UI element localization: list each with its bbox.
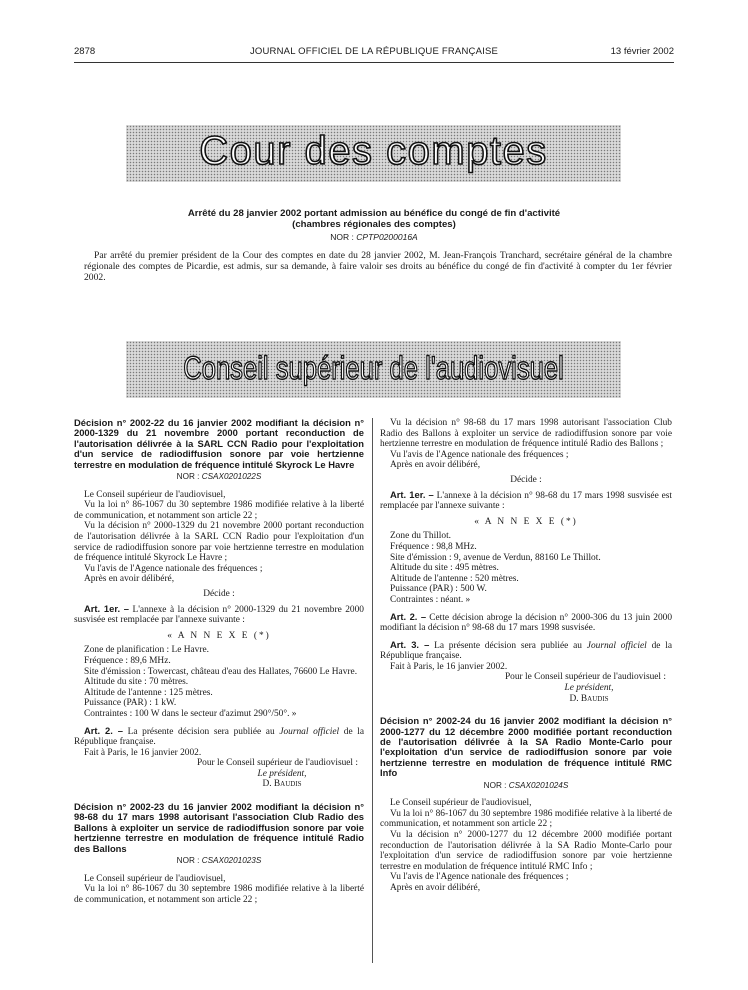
journal-officiel-ref: Journal officiel [279,726,340,737]
decision-22-nor [74,472,364,483]
arrete-title [110,208,638,230]
annexe-heading: « A N N E X E (*) [474,516,578,527]
nor-code: CSAX0201022S [201,472,262,482]
paragraph: Après en avoir délibéré, [84,574,175,585]
annexe-line: Puissance (PAR) : 1 kW. [84,698,177,709]
article-label: Art. 2. – [390,610,427,622]
paragraph: Vu la décision n° 2000-1329 du 21 novembre 2000 portant reconduction de l'autorisation délivrée à la SARL CCN Radio pour l'exploitation d'un service de radiodiffusion sonore par voie hertzienne terrestre en modulation de fréquence intitulé Skyrock Le Havre ; [74,521,364,564]
page-number: 2878 [74,46,96,57]
annexe-heading: « A N N E X E (*) [167,630,271,641]
nor-label: NOR : [176,472,200,482]
article-2 [74,726,364,748]
article-text: de la République française. [380,640,672,662]
article-text: La présente décision sera publiée au [434,640,582,651]
signature-name: D. Baudis [262,779,302,790]
arrete-title-line1: Arrêté du 28 janvier 2002 portant admission au bénéfice du congé de fin d'activité [187,208,561,219]
arrete-body: Par arrêté du premier président de la Cour des comptes en date du 28 janvier 2002, M. Jean-François Tranchard, secrétaire général de la chambre régionale des comptes de Picardie, est admis, sur sa demande, à faire valoir ses droits au bénéfice du congé de fin d'activité à compter du 1er février 2002. [84,250,672,283]
section-banner-cour-des-comptes [126,125,621,182]
fait-line: Fait à Paris, le 16 janvier 2002. [84,747,202,758]
annexe-line: Site d'émission : 9, avenue de Verdun, 88160 Le Thillot. [390,552,601,563]
annexe-line: Zone de planification : Le Havre. [84,645,209,656]
paragraph: Le Conseil supérieur de l'audiovisuel, [84,873,226,884]
article-1 [380,490,672,512]
fait-line: Fait à Paris, le 16 janvier 2002. [390,661,508,672]
signature [74,769,364,790]
decision-24-nor [380,781,672,792]
annexe-line: Altitude de l'antenne : 125 mètres. [84,687,213,698]
nor-label: NOR : [330,232,354,242]
annexe-line: Site d'émission : Towercast, château d'eau des Hallates, 76600 Le Havre. [84,666,358,677]
article-3 [380,640,672,662]
paragraph: Vu la décision n° 98-68 du 17 mars 1998 autorisant l'association Club Radio des Ballons à exploiter un service de radiodiffusion sonore par voie hertzienne terrestre en modulation de fréquence intitulé Radio des Ballons ; [380,418,672,450]
annexe-line: Altitude de l'antenne : 520 mètres. [390,573,519,584]
page-header [74,46,674,60]
header-rule [74,62,674,63]
article-label: Art. 2. – [84,724,123,736]
nor-code: CSAX0201023S [201,856,262,866]
signature-name: D. Baudis [569,693,609,704]
nor-code: CPTP0200016A [356,232,418,242]
paragraph: Le Conseil supérieur de l'audiovisuel, [84,489,226,500]
signature-intro: Pour le Conseil supérieur de l'audiovisuel : [504,672,666,683]
signature-role: Le président, [257,768,307,779]
decide-heading: Décide : [510,474,542,485]
issue-date: 13 février 2002 [610,46,674,57]
nor-label: NOR : [176,856,200,866]
signature-intro: Pour le Conseil supérieur de l'audiovisuel : [196,758,358,769]
paragraph: Vu la loi n° 86-1067 du 30 septembre 1986 modifiée relative à la liberté de communication, et notamment son article 22 ; [74,500,364,521]
nor-code: CSAX0201024S [508,780,569,790]
article-text: de la République française. [74,726,365,748]
article-text: La présente décision sera publiée au [127,726,275,737]
article-label: Art. 1er. – [390,488,434,500]
article-text: L'annexe à la décision n° 2000-1329 du 21 novembre 2000 susvisée est remplacée par l'annexe suivante : [74,604,364,626]
section-title-cour-des-comptes: Cour des comptes [199,129,548,173]
article-2 [380,612,672,634]
paragraph: Vu la décision n° 2000-1277 du 12 décembre 2000 modifiée portant reconduction de l'autorisation délivrée à la SA Radio Monte-Carlo pour l'exploitation d'un service de radiodiffusion sonore par voie hertzienne terrestre en modulation de fréquence intitulé RMC Info ; [380,830,672,872]
right-column [380,418,672,894]
paragraph: Vu l'avis de l'Agence nationale des fréquences ; [390,872,569,883]
article-text: Cette décision abroge la décision n° 2000-306 du 13 juin 2000 modifiant la décision n° 98-68 du 17 mars 1998 susvisée. [380,612,673,634]
annexe-line: Fréquence : 98,8 MHz. [390,541,477,552]
paragraph: Le Conseil supérieur de l'audiovisuel, [390,798,532,809]
article-label: Art. 1er. – [84,602,130,614]
decision-23-title: Décision n° 2002-23 du 16 janvier 2002 modifiant la décision n° 98-68 du 17 mars 1998 autorisant l'association Club Radio des Ballons à exploiter un service de radiodiffusion sonore par voie hertzienne terrestre en modulation de fréquence intitulé Radio des Ballons [74,801,364,854]
article-text: L'annexe à la décision n° 98-68 du 17 mars 1998 susvisée est remplacée par l'annexe suivante : [380,490,673,512]
signature-role: Le président, [564,683,614,694]
arrete-title-line2: (chambres régionales des comptes) [292,219,456,230]
decide-heading: Décide : [203,588,235,599]
paragraph: Vu l'avis de l'Agence nationale des fréquences ; [390,449,569,460]
nor-label: NOR : [483,780,507,790]
paragraph: Après en avoir délibéré, [390,883,481,894]
annexe-line: Contraintes : néant. » [390,594,471,605]
decision-23-nor [74,856,364,867]
article-1 [74,604,364,626]
journal-title: JOURNAL OFFICIEL DE LA RÉPUBLIQUE FRANÇAISE [249,46,499,57]
left-column [74,418,364,905]
annexe-line: Puissance (PAR) : 500 W. [390,584,487,595]
paragraph: Vu la loi n° 86-1067 du 30 septembre 1986 modifiée relative à la liberté de communication, et notamment son article 22 ; [74,884,364,905]
section-title-csa: Conseil supérieur de l'audiovisuel [183,350,564,386]
paragraph: Vu la loi n° 86-1067 du 30 septembre 1986 modifiée relative à la liberté de communication, et notamment son article 22 ; [380,808,672,830]
decision-22-title: Décision n° 2002-22 du 16 janvier 2002 modifiant la décision n° 2000-1329 du 21 novembre 2000 portant reconduction de l'autorisation délivrée à la SARL CCN Radio pour l'exploitation d'un service de radiodiffusion sonore par voie hertzienne terrestre en modulation de fréquence intitulé Skyrock Le Havre [74,417,364,470]
annexe-line: Altitude du site : 70 mètres. [84,677,189,688]
paragraph: Après en avoir délibéré, [390,460,481,471]
column-divider [372,418,373,963]
paragraph: Vu l'avis de l'Agence nationale des fréquences ; [84,563,263,574]
article-label: Art. 3. – [390,638,430,650]
decision-24-title: Décision n° 2002-24 du 16 janvier 2002 modifiant la décision n° 2000-1277 du 12 décembre 2000 modifiée portant reconduction de l'autorisation délivrée à la SA Radio Monte-Carlo pour l'exploitation d'un service de radiodiffusion sonore par voie hertzienne terrestre en modulation de fréquence intitulé RMC Info [380,715,672,779]
journal-officiel-ref: Journal officiel [586,640,647,651]
annexe-line: Zone du Thillot. [390,531,452,542]
arrete-nor [110,232,638,242]
section-banner-csa [126,341,621,398]
annexe-line: Fréquence : 89,6 MHz. [84,655,171,666]
annexe-line: Contraintes : 100 W dans le secteur d'azimut 290°/50°. » [84,708,297,719]
annexe-line: Altitude du site : 495 mètres. [390,563,499,574]
signature [380,683,672,704]
